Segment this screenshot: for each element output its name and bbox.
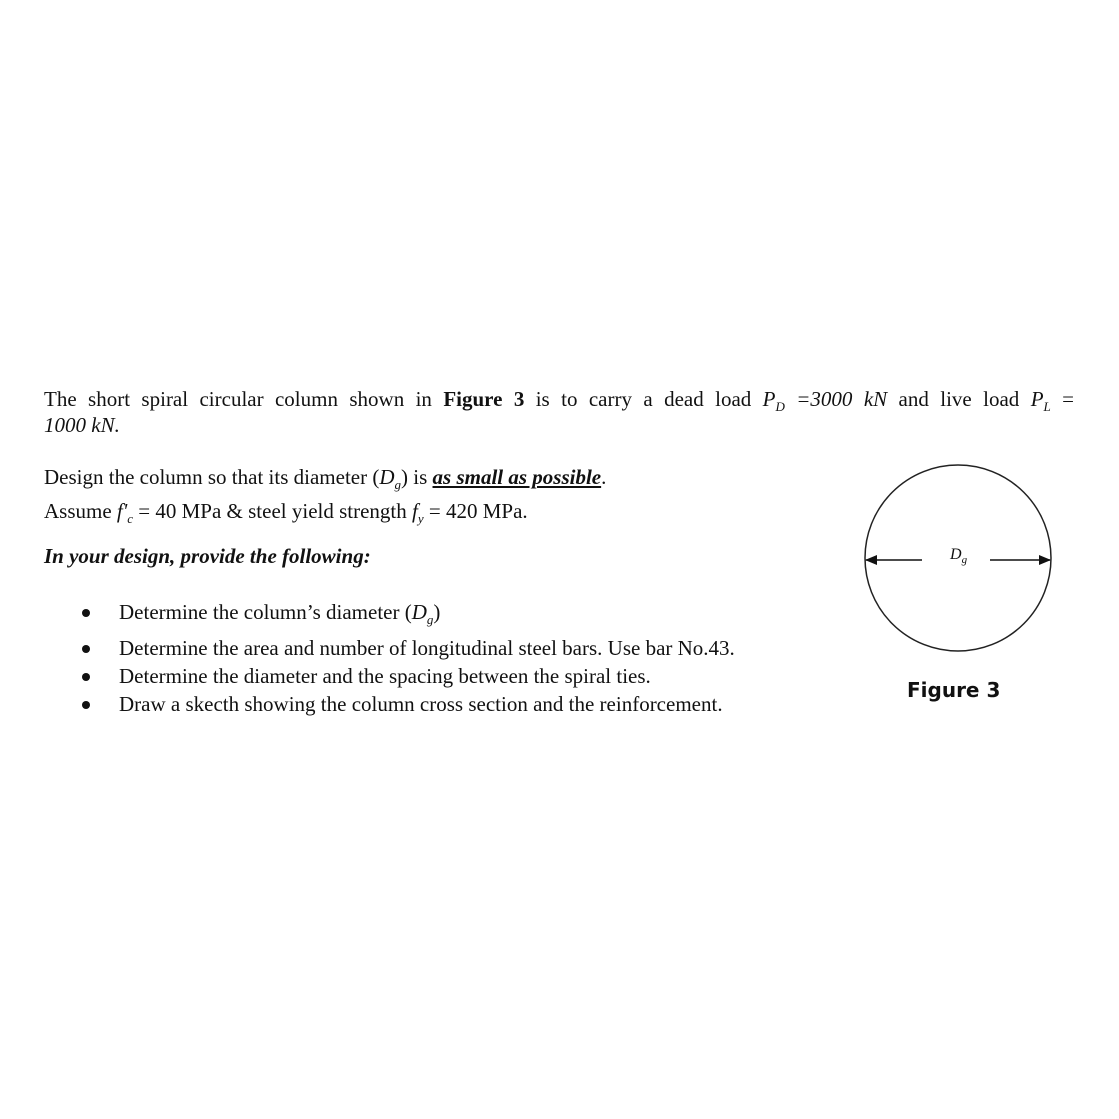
concrete-strength-symbol: $f'_c$ — [116, 499, 134, 527]
list-item: Determine the diameter and the spacing between the spiral ties. — [82, 662, 735, 690]
provide-heading: In your design, provide the following: — [44, 544, 371, 568]
dimension-label: $D_g$ — [950, 546, 968, 566]
list-item: Determine the area and number of longitudinal steel bars. Use bar No.43. — [82, 634, 735, 662]
bullet-icon — [82, 645, 90, 653]
live-load-value: 1000 kN. — [44, 413, 120, 437]
design-requirements — [44, 464, 764, 532]
figure-caption: Figure 3 — [907, 678, 1001, 702]
bullet-icon — [82, 609, 90, 617]
steel-yield-symbol: $f_y$ — [412, 499, 424, 527]
dead-load-value: =3000 kN — [784, 387, 888, 411]
design-emphasis: as small as possible — [432, 465, 602, 489]
assume-text-a: Assume — [44, 499, 117, 524]
problem-intro — [44, 386, 1074, 420]
design-text-a: Design the column so that its diameter ( — [44, 465, 380, 489]
diameter-symbol: $D_g$ — [379, 465, 402, 493]
intro-text-c: and live load — [887, 387, 1031, 411]
intro-text-b: is to carry a dead load — [524, 387, 763, 411]
list-item: Determine the column’s diameter $(D_g)$ — [82, 598, 735, 634]
live-load-equals: = — [1050, 387, 1074, 411]
design-text-c: . — [601, 465, 607, 489]
column-cross-section-figure — [858, 458, 1058, 658]
list-item: Draw a skecth showing the column cross section and the reinforcement. — [82, 690, 735, 718]
task-list — [82, 598, 735, 718]
bullet-icon — [82, 701, 90, 709]
figure-reference: Figure 3 — [443, 387, 525, 411]
live-load-value-line — [44, 412, 120, 438]
assume-text-b: = 40 MPa & steel yield strength — [133, 499, 413, 524]
assume-text-c: = 420 MPa. — [423, 499, 528, 524]
live-load-symbol: $P_L$ — [1030, 387, 1051, 415]
bullet-icon — [82, 673, 90, 681]
intro-text-a: The short spiral circular column shown in — [44, 387, 444, 411]
dead-load-symbol: $P_D$ — [762, 387, 785, 415]
design-text-b: ) is — [401, 465, 433, 489]
